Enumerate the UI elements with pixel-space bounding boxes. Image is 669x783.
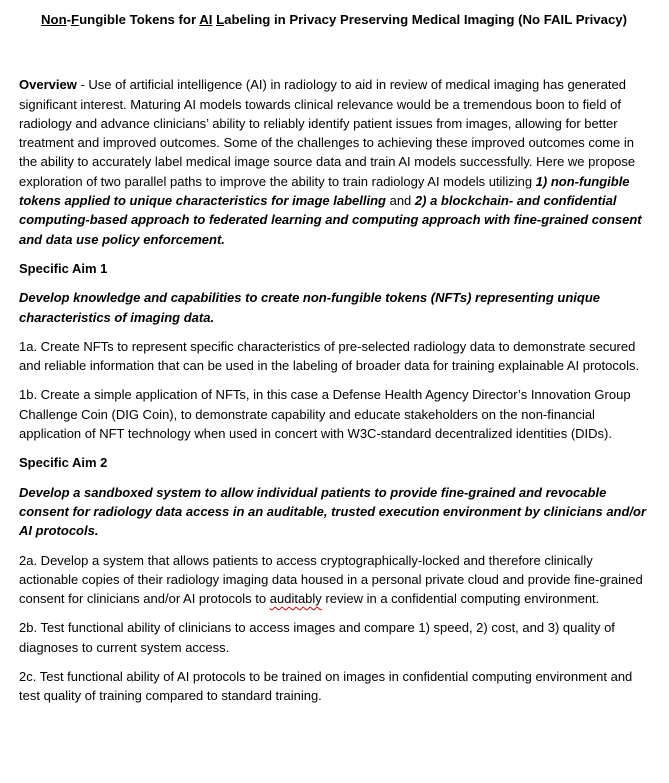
- aim1-description: Develop knowledge and capabilities to create non-fungible tokens (NFTs) representing unique characteristics of imaging data.: [19, 290, 600, 325]
- aim2-item-2c: 2c. Test functional ability of AI protocols to be trained on images in confidential computing environment and test quality of training compared to standard training.: [19, 669, 633, 704]
- spellcheck-flagged-word[interactable]: auditably: [269, 591, 322, 607]
- aim1-item-1a: 1a. Create NFTs to represent specific characteristics of pre-selected radiology data to demonstrate secured and reliable information that can be used in the labeling of broader data for training explainable AI protocols.: [19, 338, 640, 374]
- aim2-item-2b: 2b. Test functional ability of clinicians to access images and compare 1) speed, 2) cost, and 3) quality of diagnoses to current system access.: [19, 620, 615, 655]
- title-hyphen: -: [66, 12, 72, 27]
- aim1-heading: Specific Aim 1: [19, 260, 108, 276]
- overview-emphasis-2: 2) a blockchain- and confidential computing-based approach to federated learning and computing approach with fine-grained consent and data use policy enforcement.: [19, 193, 642, 247]
- title-underlined-ai: AI: [199, 12, 213, 27]
- aim1-item-1b: 1b. Create a simple application of NFTs, in this case a Defense Health Agency Director’s Innovation Group Challenge Coin (DIG Coin), to demonstrate capability and educate stakeholders on the non-financial application of NFT technology when used in concert with W3C-standard decentralized identities (DIDs).: [19, 387, 631, 442]
- document-title: [19, 10, 649, 29]
- title-text-rest: abeling in Privacy Preserving Medical Imaging (No FAIL Privacy): [224, 12, 628, 27]
- overview-paragraph: [19, 75, 649, 249]
- overview-text-2: and: [385, 193, 415, 209]
- overview-text-1: - Use of artificial intelligence (AI) in radiology to aid in review of medical imaging has generated significant interest. Maturing AI models towards clinical relevance would be a tremendous boon to field of radiology and advance clinicians’ ability to reliably identify patient issues from images, allowing for better treatment and improved outcomes. Some of the challenges to achieving these improved outcomes come in the ability to accurately label medical image source data and train AI models successfully. Here we propose exploration of two parallel paths to improve the ability to train radiology AI models utilizing: [19, 77, 636, 189]
- aim2-description: Develop a sandboxed system to allow individual patients to provide fine-grained and revocable consent for radiology data access in an auditable, trusted execution environment by clinicians and/or AI protocols.: [19, 484, 647, 539]
- overview-emphasis-1: 1) non-fungible tokens applied to unique characteristics for image labelling: [19, 173, 630, 209]
- aim2-item-2a-text-before: 2a. Develop a system that allows patients to access cryptographically-locked and therefore clinically actionable copies of their radiology imaging data housed in a personal private cloud and provide fine-grained consent for clinicians and/or AI protocols to: [19, 552, 643, 607]
- aim2-heading: Specific Aim 2: [19, 455, 108, 471]
- aim2-item-2a: [19, 551, 649, 609]
- title-underlined-f: F: [71, 12, 80, 27]
- title-text-ungible: ungible Tokens for: [79, 12, 200, 27]
- title-underlined-l: L: [216, 12, 225, 27]
- overview-label: Overview: [19, 77, 77, 93]
- aim2-item-2a-text-after: review in a confidential computing environment.: [321, 591, 600, 607]
- title-underlined-non: Non: [40, 12, 67, 27]
